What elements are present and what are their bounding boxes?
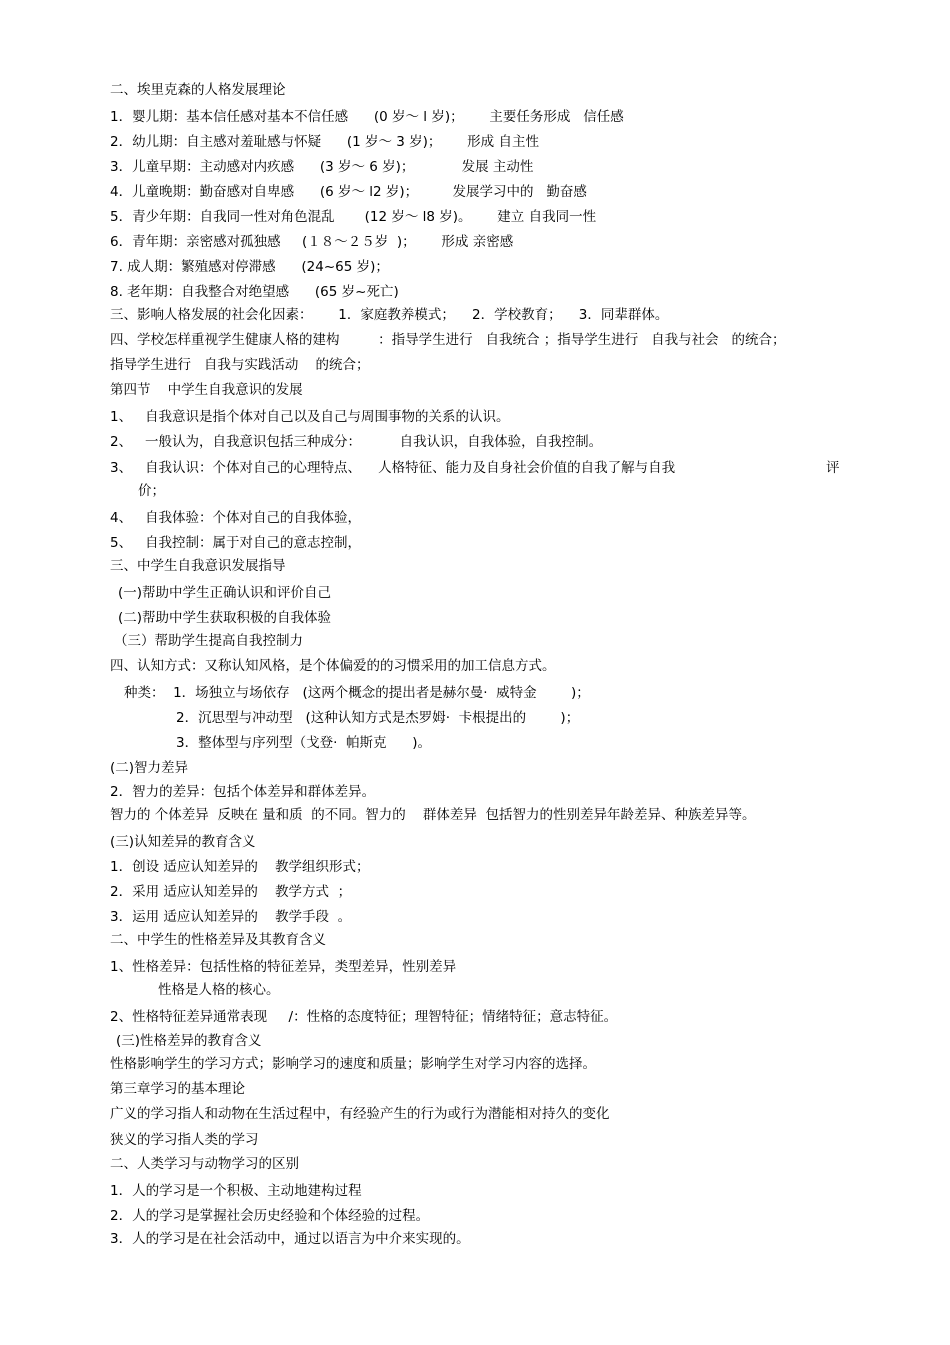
heading-personality-differences: 二、中学生的性格差异及其教育含义 bbox=[110, 932, 326, 948]
cognitive-style-type-1: 种类： 1．场独立与场依存 (这两个概念的提出者是赫尔曼· 威特金 )； bbox=[124, 685, 590, 701]
implication-item-2: 2．采用 适应认知差异的 教学方式 ； bbox=[110, 884, 352, 900]
stage-adolescence: 5．青少年期：自我同一性对角色混乱 (12 岁～ l8 岁)。 建立 自我同一性 bbox=[110, 209, 597, 225]
stage-old-age: 8. 老年期：自我整合对绝望感 (65 岁~死亡) bbox=[110, 284, 399, 300]
cognitive-style-type-2: 2．沉思型与冲动型 (这种认知方式是杰罗姆· 卡根提出的 )； bbox=[176, 710, 580, 726]
heading-chapter-three: 第三章学习的基本理论 bbox=[110, 1081, 245, 1097]
heading-section-four: 第四节 中学生自我意识的发展 bbox=[110, 382, 303, 398]
stage-young-adulthood: 6．青年期：亲密感对孤独感 (１８～２５岁 )； 形成 亲密感 bbox=[110, 234, 514, 250]
self-cognition-cont: 价； bbox=[138, 483, 165, 499]
guidance-item-3: （三）帮助学生提高自我控制力 bbox=[114, 633, 303, 649]
stage-adulthood: 7. 成人期：繁殖感对停滞感 (24~65 岁)； bbox=[110, 259, 389, 275]
socialization-factors: 三、影响人格发展的社会化因素： 1．家庭教养模式； 2．学校教育； 3．同辈群体。 bbox=[110, 307, 669, 323]
heading-self-awareness-guidance: 三、中学生自我意识发展指导 bbox=[110, 558, 286, 574]
cognitive-style-type-3: 3．整体型与序列型（戈登· 帕斯克 )。 bbox=[176, 735, 431, 751]
self-experience: 4、 自我体验：个体对自己的自我体验， bbox=[110, 510, 361, 526]
learning-narrow-definition: 狭义的学习指人类的学习 bbox=[110, 1132, 259, 1148]
self-cognition: 3、 自我认识：个体对自己的心理特点、 人格特征、能力及自身社会价值的自我了解与自我 bbox=[110, 460, 676, 476]
stage-early-childhood: 2．幼儿期：自主感对羞耻感与怀疑 (1 岁～ 3 岁)； 形成 自主性 bbox=[110, 134, 539, 150]
intelligence-differences-types: 2．智力的差异：包括个体差异和群体差异。 bbox=[110, 784, 376, 800]
stage-school-age: 4．儿童晚期：勤奋感对自卑感 (6 岁～ l2 岁)； 发展学习中的 勤奋感 bbox=[110, 184, 587, 200]
heading-erikson-theory: 二、埃里克森的人格发展理论 bbox=[110, 82, 286, 98]
learning-broad-definition: 广义的学习指人和动物在生活过程中，有经验产生的行为或行为潜能相对持久的变化 bbox=[110, 1106, 610, 1122]
implication-item-1: 1．创设 适应认知差异的 教学组织形式； bbox=[110, 859, 370, 875]
learning-difference-1: 1．人的学习是一个积极、主动地建构过程 bbox=[110, 1183, 362, 1199]
intelligence-differences-detail: 智力的 个体差异 反映在 量和质 的不同。智力的 群体差异 包括智力的性别差异年龄差异、种族差异等。 bbox=[110, 807, 756, 823]
heading-intelligence-differences: (二)智力差异 bbox=[110, 760, 189, 776]
personality-differences-types: 1、性格差异：包括性格的特征差异，类型差异，性别差异 bbox=[110, 959, 457, 975]
stage-infancy: 1．婴儿期：基本信任感对基本不信任感 (0 岁～ l 岁)； 主要任务形成 信任感 bbox=[110, 109, 624, 125]
heading-personality-implications: (三)性格差异的教育含义 bbox=[116, 1033, 262, 1049]
stage-preschool: 3．儿童早期：主动感对内疚感 (3 岁～ 6 岁)； 发展 主动性 bbox=[110, 159, 534, 175]
personality-trait-expressions: 2、性格特征差异通常表现 /：性格的态度特征；理智特征；情绪特征；意志特征。 bbox=[110, 1009, 618, 1025]
personality-core: 性格是人格的核心。 bbox=[158, 982, 280, 998]
healthy-personality-construction: 四、学校怎样重视学生健康人格的建构 ：指导学生进行 自我统合 ；指导学生进行 自我与社会 的统合； bbox=[110, 332, 786, 348]
learning-difference-2: 2．人的学习是掌握社会历史经验和个体经验的过程。 bbox=[110, 1208, 430, 1224]
self-control: 5、 自我控制：属于对自己的意志控制， bbox=[110, 535, 361, 551]
healthy-personality-construction-cont: 指导学生进行 自我与实践活动 的统合； bbox=[110, 357, 370, 373]
implication-item-3: 3．运用 适应认知差异的 教学手段 。 bbox=[110, 909, 352, 925]
cognitive-style-definition: 四、认知方式：又称认知风格，是个体偏爱的的习惯采用的加工信息方式。 bbox=[110, 658, 556, 674]
guidance-item-1: (一)帮助中学生正确认识和评价自己 bbox=[118, 585, 332, 601]
self-cognition-tail: 评 bbox=[826, 460, 840, 476]
learning-difference-3: 3．人的学习是在社会活动中，通过以语言为中介来实现的。 bbox=[110, 1231, 470, 1247]
self-awareness-definition: 1、 自我意识是指个体对自己以及自己与周围事物的关系的认识。 bbox=[110, 409, 510, 425]
self-awareness-components: 2、 一般认为，自我意识包括三种成分： 自我认识，自我体验，自我控制。 bbox=[110, 434, 603, 450]
guidance-item-2: (二)帮助中学生获取积极的自我体验 bbox=[118, 610, 332, 626]
heading-cognitive-implications: (三)认知差异的教育含义 bbox=[110, 834, 256, 850]
personality-influence: 性格影响学生的学习方式；影响学习的速度和质量；影响学生对学习内容的选择。 bbox=[110, 1056, 596, 1072]
heading-human-vs-animal-learning: 二、人类学习与动物学习的区别 bbox=[110, 1156, 299, 1172]
